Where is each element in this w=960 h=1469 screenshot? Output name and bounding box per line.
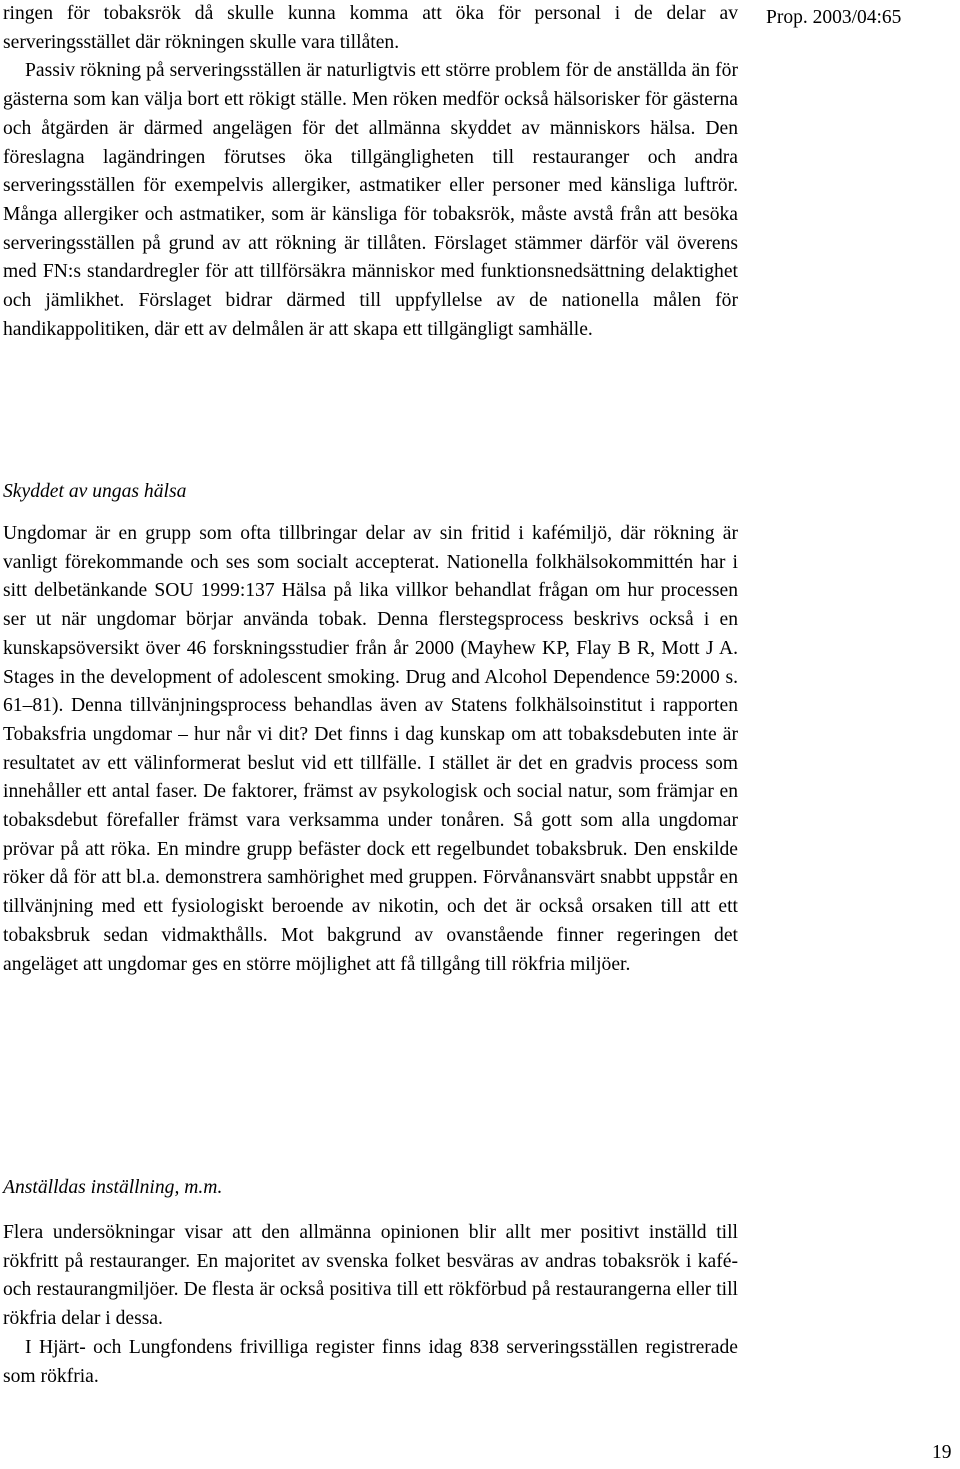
page-number: 19 <box>932 1442 952 1463</box>
employee-attitudes-section <box>3 1219 738 1391</box>
youth-health-paragraph: Ungdomar är en grupp som ofta tillbringar delar av sin fritid i kafémiljö, där rökning är vanligt förekommande och ses som socialt accepterat. Nationella folkhälsokommittén har i sitt delbetänkande SOU 1999:137 Hälsa på lika villkor behandlat frågan om hur processen ser ut när ungdomar börjar använda tobak. Denna flerstegsprocess beskrivs också i en kunskapsöversikt över 46 forskningsstudier från år 2000 (Mayhew KP, Flay B R, Mott J A. Stages in the development of adolescent smoking. Drug and Alcohol Dependence 59:2000 s. 61–81). Denna tillvänjningsprocess behandlas även av Statens folkhälsoinstitut i rapporten Tobaksfria ungdomar – hur når vi dit? Det finns i dag kunskap om att tobaksdebuten inte är resultatet av ett välinformerat beslut vid ett tillfälle. I stället är det en gradvis process som innehåller ett antal faser. De faktorer, främst av psykologisk och social natur, som främjar en tobaksdebut förefaller främst vara verksamma under tonåren. Så gott som alla ungdomar prövar på att röka. En mindre grupp befäster dock ett regelbundet tobaksbruk. Den enskilde röker då för att bl.a. demonstrera samhörighet med gruppen. Förvånansvärt snabbt uppstår en tillvänjning med ett fysiologiskt beroende av nikotin, och det är också orsaken till att ett tobaksbruk sedan vidmakthålls. Mot bakgrund av ovanstående finner regeringen det angeläget att ungdomar ges en större möjlighet att få tillgång till rökfria miljöer. <box>3 523 738 975</box>
register-paragraph: I Hjärt- och Lungfondens frivilliga register finns idag 838 serveringsställen registrerade som rökfria. <box>3 1336 738 1387</box>
youth-health-section <box>3 520 738 979</box>
public-opinion-paragraph: Flera undersökningar visar att den allmänna opinionen blir allt mer positivt inställd till rökfritt på restauranger. En majoritet av svenska folket besväras av andras tobaksrök i kafé- och restaurangmiljöer. De flesta är också positiva till ett rökförbud på restaurangerna eller till rökfria delar i dessa. <box>3 1222 738 1330</box>
section-heading-youth-health: Skyddet av ungas hälsa <box>3 481 187 502</box>
passive-smoking-paragraph: Passiv rökning på serveringsställen är naturligtvis ett större problem för de anställda än för gästerna som kan välja bort ett rökigt ställe. Men röken medför också hälsorisker för gästerna och åtgärden är därmed angelägen för det allmänna skyddet av människors hälsa. Den föreslagna lagändringen förutses öka tillgängligheten till restauranger och andra serveringsställen för exempelvis allergiker, astmatiker eller personer med känsliga luftrör. Många allergiker och astmatiker, som är känsliga för tobaksrök, måste avstå från att besöka serveringsställen på grund av att rökning är tillåten. Förslaget stämmer därför väl överens med FN:s standardregler för att tillförsäkra människor med funktionsnedsättning delaktighet och jämlikhet. Förslaget bidrar därmed till uppfyllelse av de nationella målen för handikappolitiken, där ett av delmålen är att skapa ett tillgängligt samhälle. <box>3 60 738 340</box>
opening-text-block <box>3 0 738 344</box>
proposition-reference: Prop. 2003/04:65 <box>766 7 902 28</box>
continued-paragraph: ringen för tobaksrök då skulle kunna komma att öka för personal i de delar av serveringsstället där rökningen skulle vara tillåten. <box>3 3 738 53</box>
section-heading-employee-attitudes: Anställdas inställning, m.m. <box>3 1177 223 1198</box>
